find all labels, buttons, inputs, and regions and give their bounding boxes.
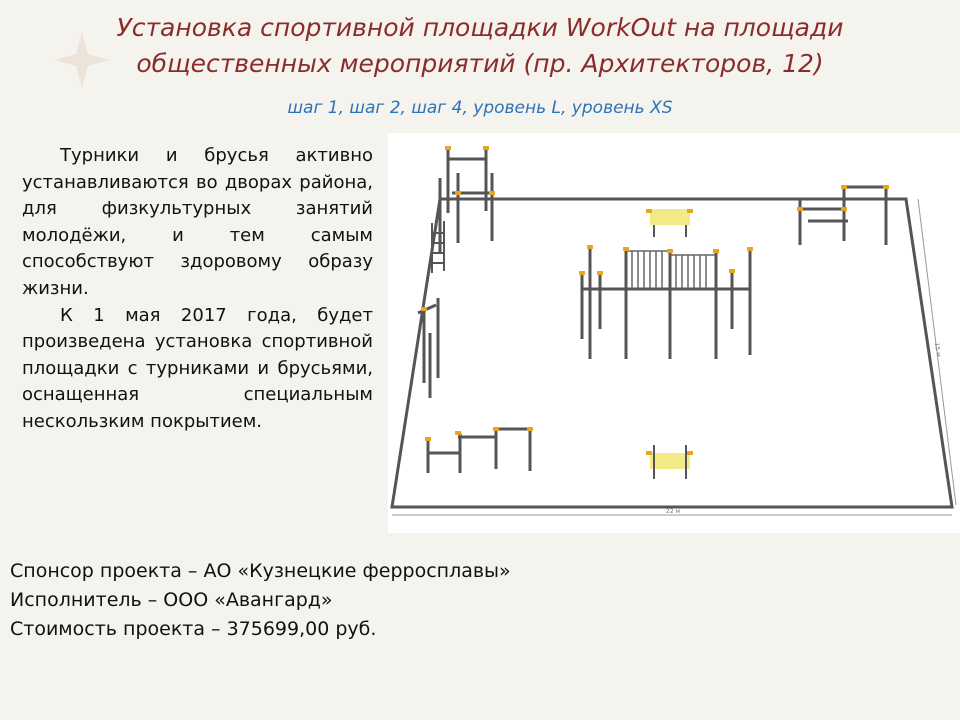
playground-plan-drawing xyxy=(388,133,960,533)
description-text xyxy=(22,143,373,436)
sponsor-line: Спонсор проекта – АО «Кузнецкие ферросплавы» xyxy=(10,560,511,582)
slide-subtitle: шаг 1, шаг 2, шаг 4, уровень L, уровень XS xyxy=(287,98,673,118)
right-dimension-label: 15 м xyxy=(933,342,942,358)
description-paragraph: К 1 мая 2017 года, будет произведена установка спортивной площадки с турниками и брусьями, оснащенная специальным нескользким покрытием. xyxy=(22,304,373,432)
description-paragraph: Турники и брусья активно устанавливаются во дворах района, для физкультурных занятий молодёжи, и тем самым способствуют здоровому образу жизни. xyxy=(22,145,373,299)
cost-line: Стоимость проекта – 375699,00 руб. xyxy=(10,618,377,640)
playground-plan-image xyxy=(388,133,960,533)
contractor-line: Исполнитель – ООО «Авангард» xyxy=(10,589,333,611)
project-info xyxy=(10,557,511,644)
slide-title: Установка спортивной площадки WorkOut на площади общественных мероприятий (пр. Архитекторов, 12) xyxy=(116,13,844,78)
bottom-dimension-label: 22 м xyxy=(666,508,681,515)
